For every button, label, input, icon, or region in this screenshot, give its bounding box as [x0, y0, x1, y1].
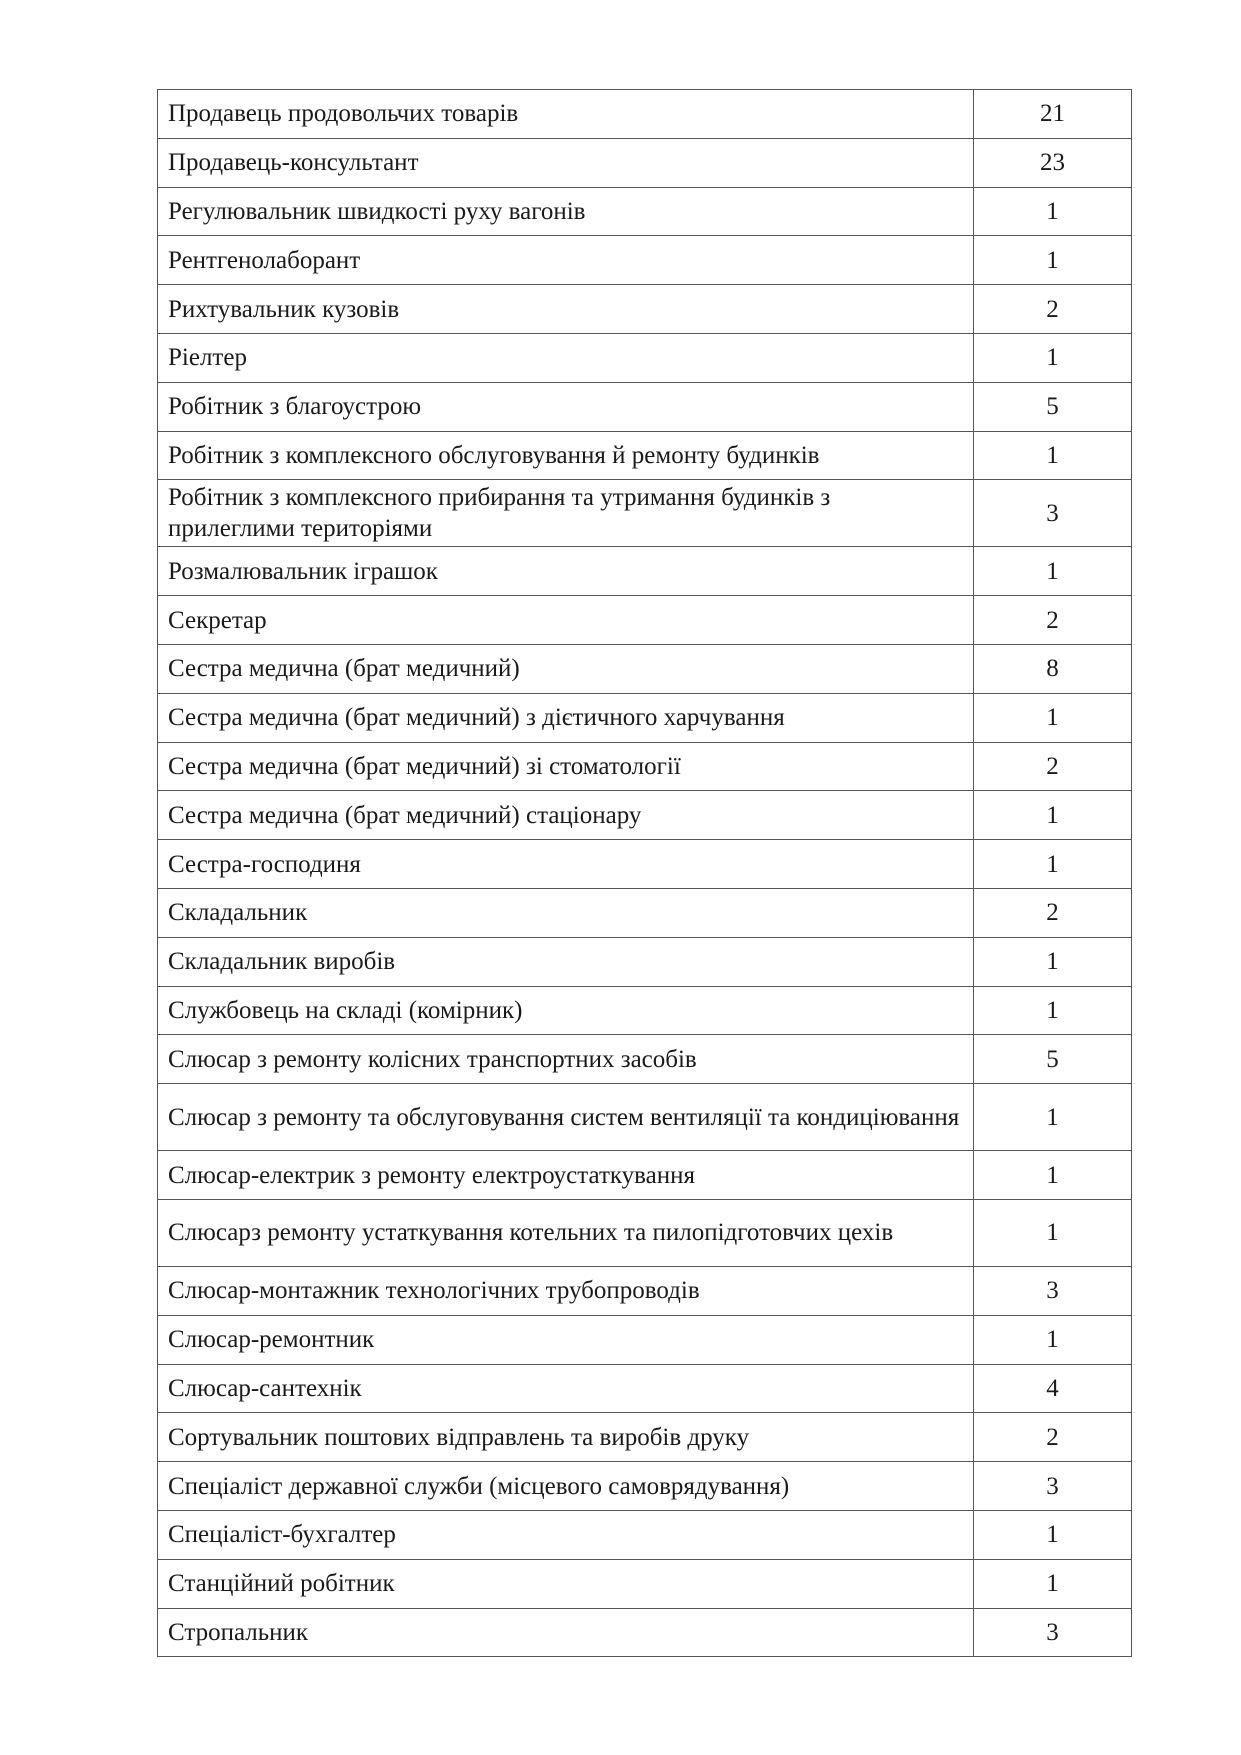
profession-cell: Рентгенолаборант	[158, 236, 974, 285]
table-row	[158, 1608, 1132, 1657]
table-row	[158, 138, 1132, 187]
table-row	[158, 187, 1132, 236]
profession-cell: Сортувальник поштових відправлень та виробів друку	[158, 1413, 974, 1462]
profession-cell: Продавець продовольчих товарів	[158, 90, 974, 139]
vacancy-count-cell: 5	[974, 1035, 1132, 1084]
profession-cell: Слюсар з ремонту колісних транспортних засобів	[158, 1035, 974, 1084]
table-row	[158, 937, 1132, 986]
profession-cell: Сестра медична (брат медичний)	[158, 644, 974, 693]
profession-cell: Сестра медична (брат медичний) зі стоматології	[158, 742, 974, 791]
profession-cell: Робітник з комплексного обслуговування й ремонту будинків	[158, 431, 974, 480]
vacancy-count-cell: 3	[974, 1608, 1132, 1657]
table-row	[158, 1510, 1132, 1559]
profession-cell: Складальник	[158, 888, 974, 937]
vacancy-count-cell: 1	[974, 791, 1132, 840]
profession-cell: Регулювальник швидкості руху вагонів	[158, 187, 974, 236]
vacancy-count-cell: 21	[974, 90, 1132, 139]
table-row	[158, 1315, 1132, 1364]
profession-cell: Слюсар-сантехнік	[158, 1364, 974, 1413]
vacancy-count-cell: 1	[974, 1559, 1132, 1608]
vacancy-count-cell: 2	[974, 285, 1132, 334]
table-row	[158, 1364, 1132, 1413]
vacancy-count-cell: 1	[974, 986, 1132, 1035]
profession-cell: Рихтувальник кузовів	[158, 285, 974, 334]
vacancy-count-cell: 5	[974, 382, 1132, 431]
vacancy-count-cell: 3	[974, 1462, 1132, 1511]
profession-cell: Службовець на складі (комірник)	[158, 986, 974, 1035]
profession-cell: Секретар	[158, 596, 974, 645]
vacancies-table	[157, 89, 1132, 1657]
table-row	[158, 1035, 1132, 1084]
profession-cell: Розмалювальник іграшок	[158, 547, 974, 596]
vacancy-count-cell: 1	[974, 1084, 1132, 1151]
vacancy-count-cell: 2	[974, 596, 1132, 645]
table-row	[158, 333, 1132, 382]
table-row	[158, 547, 1132, 596]
profession-cell: Сестра медична (брат медичний) з дієтичного харчування	[158, 693, 974, 742]
profession-cell: Станційний робітник	[158, 1559, 974, 1608]
vacancy-count-cell: 1	[974, 1510, 1132, 1559]
table-row	[158, 285, 1132, 334]
profession-cell: Слюсар з ремонту та обслуговування систем вентиляції та кондиціювання	[158, 1084, 974, 1151]
profession-cell: Сестра-господиня	[158, 840, 974, 889]
table-row	[158, 986, 1132, 1035]
vacancy-count-cell: 2	[974, 742, 1132, 791]
vacancy-count-cell: 8	[974, 644, 1132, 693]
table-row	[158, 1199, 1132, 1266]
profession-cell: Сестра медична (брат медичний) стаціонару	[158, 791, 974, 840]
vacancy-count-cell: 3	[974, 1266, 1132, 1315]
profession-cell: Слюсар-монтажник технологічних трубопроводів	[158, 1266, 974, 1315]
profession-cell: Слюсарз ремонту устаткування котельних та пилопідготовчих цехів	[158, 1199, 974, 1266]
vacancy-count-cell: 4	[974, 1364, 1132, 1413]
vacancy-count-cell: 23	[974, 138, 1132, 187]
profession-cell: Робітник з благоустрою	[158, 382, 974, 431]
table-row	[158, 382, 1132, 431]
table-row	[158, 644, 1132, 693]
profession-cell: Ріелтер	[158, 333, 974, 382]
vacancy-count-cell: 1	[974, 693, 1132, 742]
table-row	[158, 840, 1132, 889]
table-row	[158, 1151, 1132, 1200]
vacancy-count-cell: 1	[974, 547, 1132, 596]
profession-cell: Складальник виробів	[158, 937, 974, 986]
profession-cell: Спеціаліст державної служби (місцевого самоврядування)	[158, 1462, 974, 1511]
vacancy-count-cell: 1	[974, 937, 1132, 986]
table-row	[158, 1266, 1132, 1315]
table-row	[158, 431, 1132, 480]
vacancies-table-body	[158, 90, 1132, 1657]
profession-cell: Продавець-консультант	[158, 138, 974, 187]
profession-cell: Стропальник	[158, 1608, 974, 1657]
table-row	[158, 693, 1132, 742]
profession-cell: Слюсар-електрик з ремонту електроустаткування	[158, 1151, 974, 1200]
table-row	[158, 1413, 1132, 1462]
profession-cell: Робітник з комплексного прибирання та утримання будинків з прилеглими територіями	[158, 480, 974, 547]
table-row	[158, 90, 1132, 139]
vacancy-count-cell: 2	[974, 1413, 1132, 1462]
table-row	[158, 236, 1132, 285]
vacancy-count-cell: 1	[974, 1199, 1132, 1266]
vacancy-count-cell: 3	[974, 480, 1132, 547]
vacancy-count-cell: 2	[974, 888, 1132, 937]
vacancy-count-cell: 1	[974, 431, 1132, 480]
table-row	[158, 1559, 1132, 1608]
table-row	[158, 742, 1132, 791]
vacancy-count-cell: 1	[974, 840, 1132, 889]
table-row	[158, 888, 1132, 937]
vacancy-count-cell: 1	[974, 1151, 1132, 1200]
table-row	[158, 1462, 1132, 1511]
vacancy-count-cell: 1	[974, 187, 1132, 236]
vacancy-count-cell: 1	[974, 333, 1132, 382]
profession-cell: Слюсар-ремонтник	[158, 1315, 974, 1364]
table-row	[158, 480, 1132, 547]
vacancy-count-cell: 1	[974, 236, 1132, 285]
table-row	[158, 596, 1132, 645]
profession-cell: Спеціаліст-бухгалтер	[158, 1510, 974, 1559]
table-row	[158, 1084, 1132, 1151]
table-row	[158, 791, 1132, 840]
vacancy-count-cell: 1	[974, 1315, 1132, 1364]
